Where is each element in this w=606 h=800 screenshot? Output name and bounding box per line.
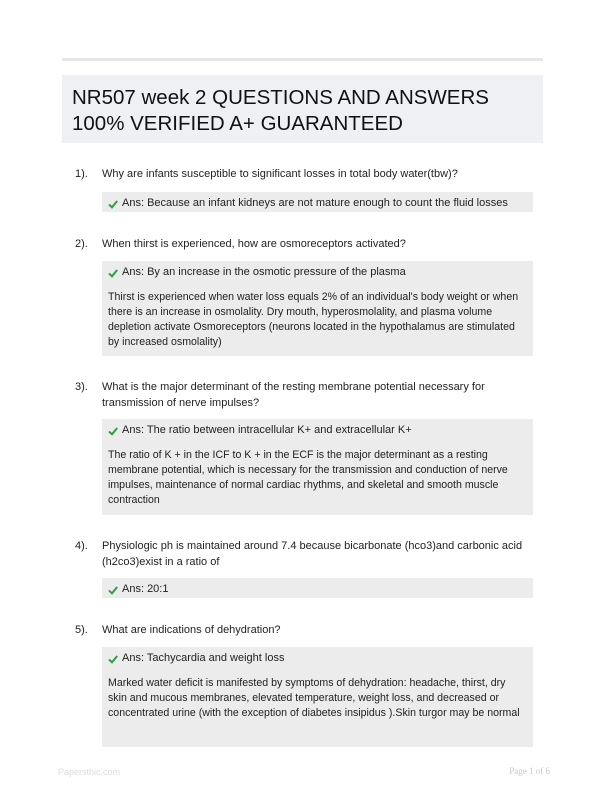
question-text: What are indications of dehydration? <box>102 624 281 636</box>
answer-text: Ans: By an increase in the osmotic pressure of the plasma <box>122 266 406 278</box>
checkmark-icon <box>108 199 118 209</box>
footer-watermark: Paperstbic.com <box>58 767 121 777</box>
checkmark-icon <box>108 654 118 664</box>
document-title <box>62 75 543 143</box>
answer-box <box>102 419 533 515</box>
answer-box <box>102 647 533 747</box>
question-text: When thirst is experienced, how are osmoreceptors activated? <box>102 238 406 250</box>
checkmark-icon <box>108 268 118 278</box>
question-number: 5). <box>75 624 88 636</box>
question-number: 4). <box>75 540 88 552</box>
page-number: Page 1 of 6 <box>509 766 550 776</box>
answer-box <box>102 578 533 598</box>
answer-explanation: Thirst is experienced when water loss equals 2% of an individual's body weight or when there is an increase in osmolality. Dry mouth, hyperosmolality, and plasma volume depletion activate Osmoreceptors (neurons located in the hypothalamus are stimulated by increased osmolality) <box>108 291 519 348</box>
question-text: Physiologic ph is maintained around 7.4 because bicarbonate (hco3)and carbonic acid (h2co3)exist in a ratio of <box>102 540 523 568</box>
checkmark-icon <box>108 585 118 595</box>
title-line-1: NR507 week 2 QUESTIONS AND ANSWERS <box>72 86 489 109</box>
answer-text: Ans: Tachycardia and weight loss <box>122 652 285 664</box>
question-text: What is the major determinant of the resting membrane potential necessary for transmission of nerve impulses? <box>102 381 485 409</box>
answer-text: Ans: The ratio between intracellular K+ and extracellular K+ <box>122 424 412 436</box>
answer-text: Ans: Because an infant kidneys are not mature enough to count the fluid losses <box>122 197 508 209</box>
title-line-2: 100% VERIFIED A+ GUARANTEED <box>72 112 403 135</box>
answer-explanation: The ratio of K + in the ICF to K + in the ECF is the major determinant as a resting membrane potential, which is necessary for the transmission and conduction of nerve impulses, maintenance of normal cardiac rhythms, and skeletal and smooth muscle contraction <box>108 449 508 506</box>
question-number: 1). <box>75 168 88 180</box>
top-divider <box>62 58 543 61</box>
question-number: 2). <box>75 238 88 250</box>
answer-box <box>102 192 533 212</box>
answer-text: Ans: 20:1 <box>122 583 169 595</box>
question-text: Why are infants susceptible to significant losses in total body water(tbw)? <box>102 168 458 180</box>
answer-explanation: Marked water deficit is manifested by symptoms of dehydration: headache, thirst, dry skin and mucous membranes, elevated temperature, weight loss, and decreased or concentrated urine (with the exception of diabetes insipidus ).Skin turgor may be normal <box>108 677 520 719</box>
answer-box <box>102 261 533 356</box>
question-number: 3). <box>75 381 88 393</box>
checkmark-icon <box>108 426 118 436</box>
